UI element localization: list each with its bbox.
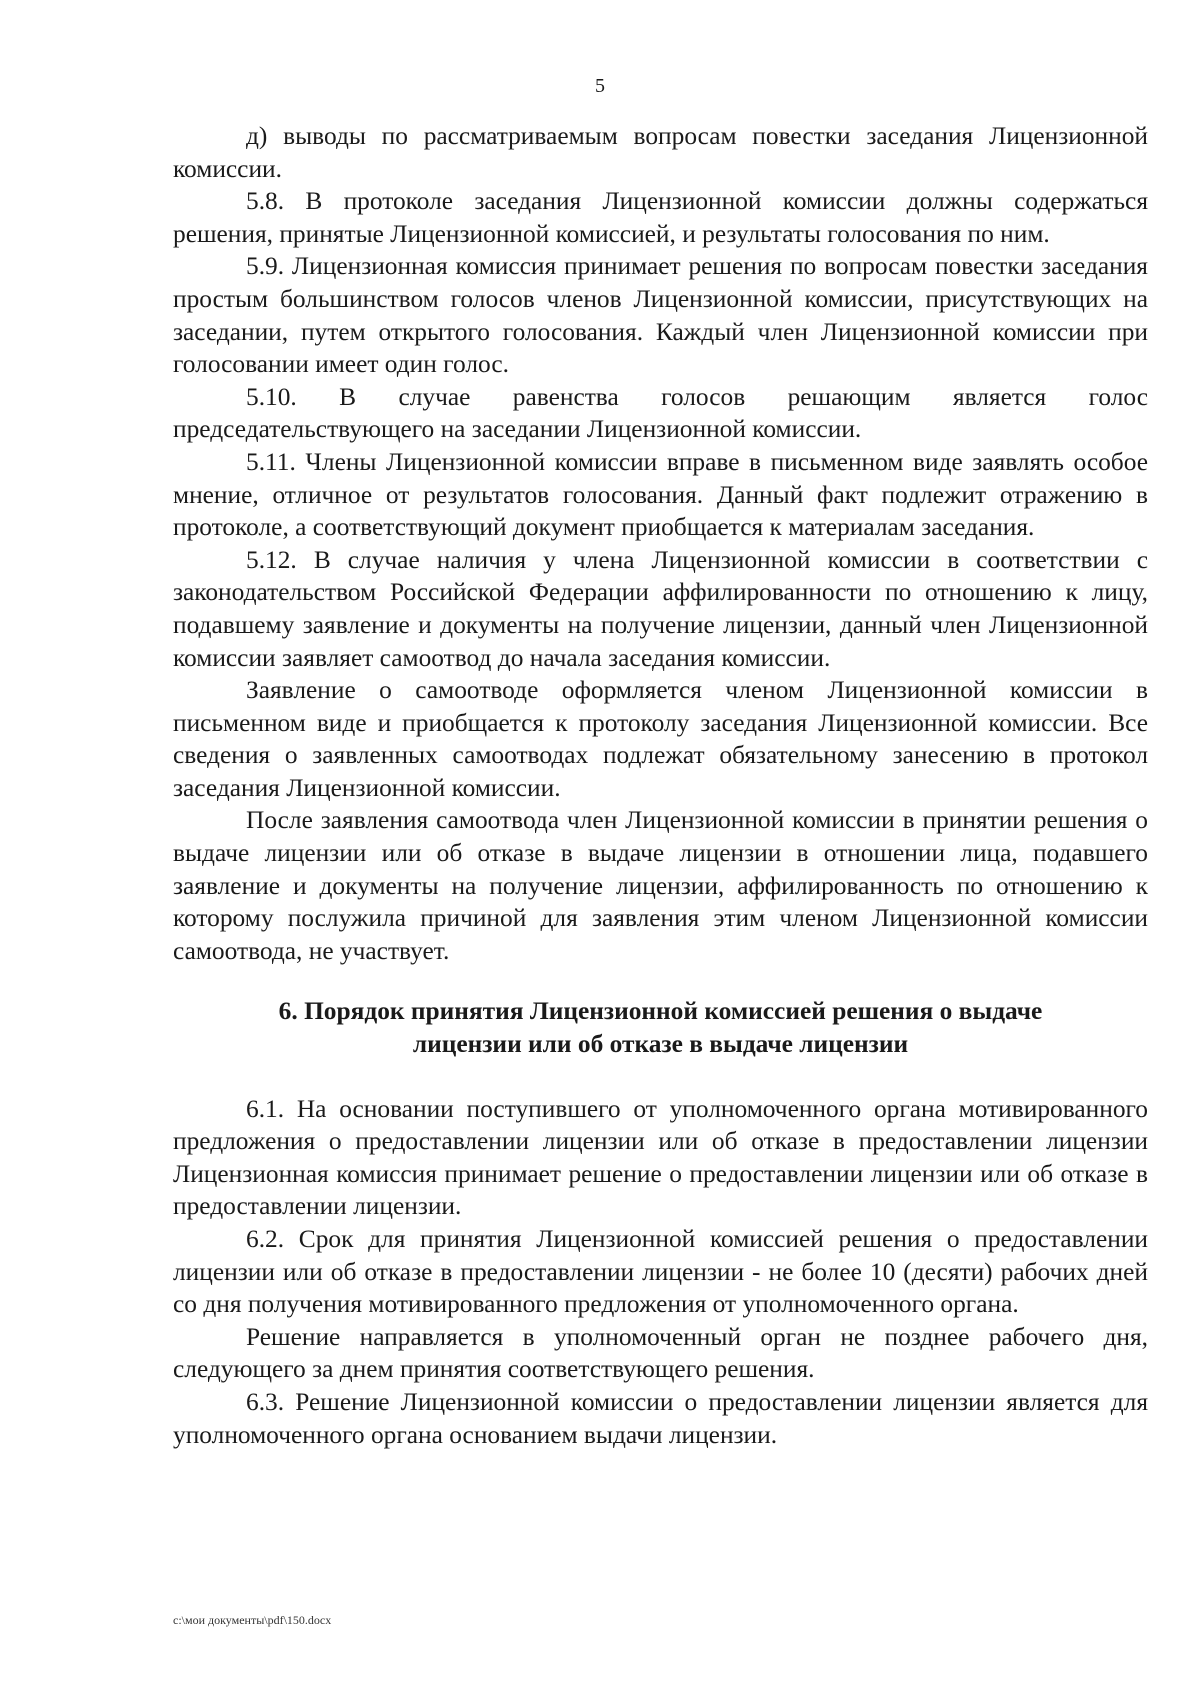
paragraph-5-10: 5.10. В случае равенства голосов решающим является голос председательствующего на заседании Лицензионной комиссии. <box>173 382 1148 444</box>
document-body <box>173 120 1148 1451</box>
paragraph-recusal-statement: Заявление о самоотводе оформляется членом Лицензионной комиссии в письменном виде и приобщается к протоколу заседания Лицензионной комиссии. Все сведения о заявленных самоотводах подлежат обязательному занесению в протокол заседания Лицензионной комиссии. <box>173 676 1148 802</box>
paragraph-d-conclusions: д) выводы по рассматриваемым вопросам повестки заседания Лицензионной комиссии. <box>173 122 1148 183</box>
paragraph-6-3: 6.3. Решение Лицензионной комиссии о предоставлении лицензии является для уполномоченного органа основанием выдачи лицензии. <box>173 1387 1148 1449</box>
paragraph-5-8: 5.8. В протоколе заседания Лицензионной комиссии должны содержаться решения, принятые Лицензионной комиссией, и результаты голосования по ним. <box>173 187 1148 248</box>
paragraph-5-11: 5.11. Члены Лицензионной комиссии вправе в письменном виде заявлять особое мнение, отличное от результатов голосования. Данный факт подлежит отражению в протоколе, а соответствующий документ приобщается к материалам заседания. <box>173 447 1148 542</box>
paragraph-5-9: 5.9. Лицензионная комиссия принимает решения по вопросам повестки заседания простым большинством голосов членов Лицензионной комиссии, присутствующих на заседании, путем открытого голосования. Каждый член Лицензионной комиссии при голосовании имеет один голос. <box>173 252 1148 379</box>
paragraph-after-recusal: После заявления самоотвода член Лицензионной комиссии в принятии решения о выдаче лицензии или об отказе в выдаче лицензии в отношении лица, подавшего заявление и документы на получение лицензии, аффилированность по отношению к которому послужила причиной для заявления этим членом Лицензионной комиссии самоотвода, не участвует. <box>173 806 1148 965</box>
footer-file-path: c:\мои документы\pdf\150.docx <box>173 1613 332 1627</box>
paragraph-decision-sent: Решение направляется в уполномоченный орган не позднее рабочего дня, следующего за днем принятия соответствующего решения. <box>173 1322 1148 1384</box>
page-number: 5 <box>595 75 605 97</box>
paragraph-6-2: 6.2. Срок для принятия Лицензионной комиссией решения о предоставлении лицензии или об отказе в предоставлении лицензии - не более 10 (десяти) рабочих дней со дня получения мотивированного предложения от уполномоченного органа. <box>173 1225 1148 1319</box>
section-heading: 6. Порядок принятия Лицензионной комиссией решения о выдаче лицензии или об отказе в выдаче лицензии <box>278 997 1043 1059</box>
paragraph-6-1: 6.1. На основании поступившего от уполномоченного органа мотивированного предложения о предоставлении лицензии или об отказе в предоставлении лицензии Лицензионная комиссия принимает решение о предоставлении лицензии или об отказе в предоставлении лицензии. <box>173 1094 1148 1221</box>
paragraph-5-12: 5.12. В случае наличия у члена Лицензионной комиссии в соответствии с законодательством Российской Федерации аффилированности по отношению к лицу, подавшему заявление и документы на получение лицензии, данный член Лицензионной комиссии заявляет самоотвод до начала заседания комиссии. <box>173 545 1148 672</box>
